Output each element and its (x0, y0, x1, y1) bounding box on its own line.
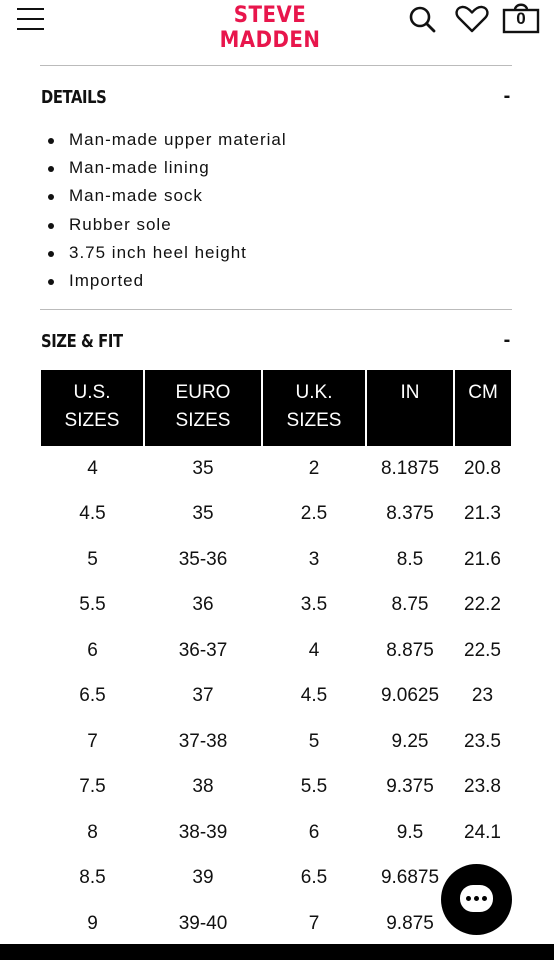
table-cell: 5.5 (79, 594, 106, 616)
cart-count: 0 (516, 9, 526, 28)
table-cell: 23.5 (464, 730, 501, 752)
divider (40, 65, 512, 66)
table-cell: 4 (308, 639, 320, 661)
table-cell: 9.6875 (380, 867, 440, 889)
table-row (41, 719, 511, 765)
table-cell: 8.5 (79, 867, 106, 889)
table-cell: 7.5 (79, 776, 106, 798)
table-cell: 6 (87, 639, 98, 661)
column-header-line: SIZES (175, 410, 231, 431)
divider (40, 309, 512, 310)
menu-icon[interactable] (17, 6, 45, 32)
table-cell: 36 (192, 594, 214, 616)
table-cell: 4 (87, 457, 98, 479)
table-cell: 37 (192, 685, 214, 707)
size-fit-heading[interactable]: SIZE & FIT (41, 331, 123, 352)
details-item: Man-made upper material (45, 128, 287, 156)
details-item: Imported (45, 269, 287, 297)
table-cell: 3.5 (300, 594, 328, 616)
table-cell: 22.5 (464, 639, 501, 661)
details-list (45, 128, 287, 297)
details-heading[interactable]: DETAILS (41, 87, 107, 108)
table-cell: 2.5 (300, 503, 328, 525)
table-cell: 8.375 (386, 503, 434, 525)
size-chart-column-header (262, 370, 366, 446)
table-row (41, 810, 511, 856)
table-cell: 3 (308, 548, 320, 570)
table-cell: 7 (87, 730, 98, 752)
size-chart-body (41, 446, 511, 947)
column-header-line: U.K. (295, 382, 333, 403)
table-cell: 39-40 (178, 912, 228, 934)
table-cell: 36-37 (178, 639, 228, 661)
table-cell: 37-38 (178, 730, 228, 752)
table-cell: 6.5 (79, 685, 106, 707)
size-chart-column-header (144, 370, 262, 446)
table-cell: 9.375 (386, 776, 434, 798)
table-cell: 35 (192, 503, 214, 525)
table-row (41, 765, 511, 811)
table-cell: 35 (192, 457, 214, 479)
table-row (41, 492, 511, 538)
table-row (41, 537, 511, 583)
search-icon[interactable] (408, 5, 436, 33)
size-chart-column-header (366, 370, 454, 446)
column-header-line: SIZES (64, 410, 120, 431)
column-header-line: EURO (175, 382, 231, 403)
site-header (0, 0, 554, 53)
size-fit-collapse-toggle[interactable]: - (503, 329, 511, 351)
table-row (41, 901, 511, 947)
table-cell: 4.5 (300, 685, 328, 707)
table-cell: 22.2 (464, 594, 501, 616)
table-row (41, 446, 511, 492)
chat-button[interactable] (441, 864, 512, 935)
column-header-line: SIZES (286, 410, 342, 431)
table-cell: 4.5 (79, 503, 106, 525)
column-header-line: CM (468, 382, 498, 403)
details-item: 3.75 inch heel height (45, 241, 287, 269)
table-cell: 8.875 (386, 639, 434, 661)
table-cell: 9.0625 (380, 685, 440, 707)
details-item: Man-made sock (45, 184, 287, 212)
table-cell: 39 (192, 867, 214, 889)
column-header-line: IN (400, 382, 420, 403)
table-cell: 8 (87, 821, 98, 843)
table-cell: 23 (471, 685, 494, 707)
table-cell: 5 (308, 730, 320, 752)
table-cell: 8.75 (391, 594, 429, 616)
shopping-bag-icon[interactable] (502, 0, 540, 34)
details-item: Rubber sole (45, 213, 287, 241)
brand-logo[interactable]: STEVE MADDEN (219, 3, 321, 53)
table-cell: 9.875 (386, 912, 434, 934)
table-cell: 35-36 (178, 548, 228, 570)
heart-icon[interactable] (455, 5, 489, 33)
size-chart-column-header (41, 370, 144, 446)
table-cell: 23.8 (464, 776, 501, 798)
table-cell: 24.1 (464, 821, 501, 843)
size-chart-table (41, 370, 511, 947)
bottom-bar (0, 944, 554, 960)
table-cell: 21.3 (464, 503, 501, 525)
table-cell: 38 (192, 776, 214, 798)
table-cell: 20.8 (464, 457, 501, 479)
table-cell: 2 (308, 457, 320, 479)
details-collapse-toggle[interactable]: - (503, 85, 511, 107)
table-cell: 7 (308, 912, 320, 934)
table-row (41, 583, 511, 629)
table-cell: 8.1875 (380, 457, 440, 479)
column-header-line: U.S. (73, 382, 111, 403)
table-row (41, 674, 511, 720)
table-cell: 9.25 (391, 730, 429, 752)
table-row (41, 628, 511, 674)
size-chart-header (41, 370, 511, 446)
table-cell: 6 (308, 821, 320, 843)
table-cell: 9 (87, 912, 98, 934)
table-cell: 5 (87, 548, 98, 570)
table-cell: 6.5 (300, 867, 328, 889)
table-cell: 8.5 (396, 548, 424, 570)
chat-bubble-icon (460, 885, 493, 912)
size-chart-column-header (454, 370, 511, 446)
table-cell: 38-39 (178, 821, 228, 843)
details-item: Man-made lining (45, 156, 287, 184)
table-cell: 5.5 (300, 776, 328, 798)
table-cell: 9.5 (396, 821, 424, 843)
table-cell: 21.6 (464, 548, 501, 570)
